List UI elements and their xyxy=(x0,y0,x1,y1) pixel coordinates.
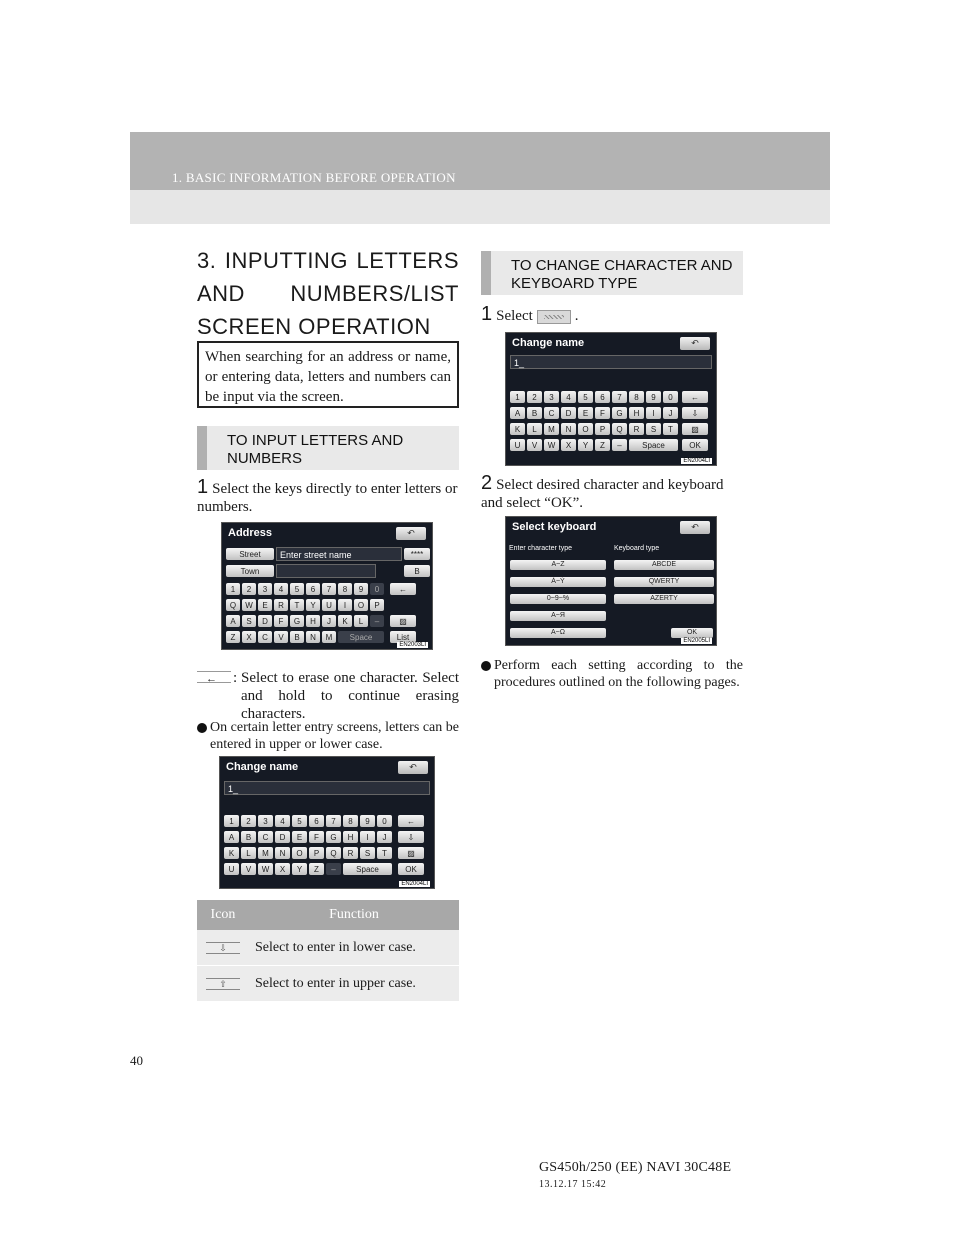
keyboard-type-label: Keyboard type xyxy=(614,545,660,552)
key-row-3 xyxy=(510,423,710,435)
step-text: Select desired character and keyboard and select “OK”. xyxy=(481,477,724,511)
header-function: Function xyxy=(329,907,379,922)
key[interactable]: K xyxy=(338,615,352,627)
key[interactable]: D xyxy=(275,831,290,843)
key[interactable]: T xyxy=(377,847,392,859)
key-disabled: – xyxy=(326,863,341,875)
key[interactable]: X xyxy=(275,863,290,875)
key[interactable]: O xyxy=(292,847,307,859)
town-char-key[interactable]: B xyxy=(404,565,430,577)
footer-model: GS450h/250 (EE) NAVI 30C48E xyxy=(539,1160,732,1175)
key[interactable]: B xyxy=(290,631,304,643)
key[interactable]: E xyxy=(258,599,272,611)
icon-function-table xyxy=(197,900,459,1002)
key[interactable]: S xyxy=(646,423,661,435)
table-row xyxy=(197,930,459,966)
backspace-icon: ← xyxy=(197,671,231,683)
space-key[interactable]: Space xyxy=(343,863,392,875)
key-row-1 xyxy=(510,391,710,403)
key-row-4 xyxy=(510,439,710,451)
down-arrow-icon: ⇩ xyxy=(691,408,699,418)
key[interactable]: H xyxy=(306,615,320,627)
key[interactable]: 4 xyxy=(561,391,576,403)
bullet-icon xyxy=(197,723,207,733)
key[interactable]: Y xyxy=(578,439,593,451)
key-row-1 xyxy=(226,583,418,595)
footer-date: 13.12.17 15:42 xyxy=(539,1179,607,1190)
table-header xyxy=(197,900,459,930)
char-type-button[interactable]: À~Ý xyxy=(510,577,606,587)
key[interactable]: J xyxy=(377,831,392,843)
key[interactable]: L xyxy=(354,615,368,627)
key[interactable]: 1 xyxy=(224,815,239,827)
intro-box: When searching for an address or name, or entering data, letters and numbers can be input via the screen. xyxy=(197,341,459,408)
backspace-key[interactable] xyxy=(390,583,416,595)
backspace-definition: ← : Select to erase one character. Select and hold to continue erasing characters. xyxy=(197,669,459,723)
key[interactable]: – xyxy=(612,439,627,451)
key[interactable]: Z xyxy=(595,439,610,451)
key[interactable]: K xyxy=(510,423,525,435)
space-key: Space xyxy=(338,631,384,643)
address-keyboard xyxy=(226,583,418,647)
header-icon: Icon xyxy=(210,907,236,922)
key[interactable]: 7 xyxy=(326,815,341,827)
key[interactable]: 3 xyxy=(544,391,559,403)
page-number: 40 xyxy=(130,1053,143,1068)
change-name-screen xyxy=(219,756,435,889)
key[interactable]: K xyxy=(224,847,239,859)
key[interactable]: S xyxy=(242,615,256,627)
key[interactable]: M xyxy=(258,847,273,859)
backspace-key[interactable] xyxy=(682,391,708,403)
key[interactable]: A xyxy=(510,407,525,419)
key[interactable]: M xyxy=(544,423,559,435)
keyboard-type-button[interactable]: ABCDE xyxy=(614,560,714,570)
key[interactable]: R xyxy=(629,423,644,435)
backspace-icon: ← xyxy=(407,816,415,826)
key[interactable]: L xyxy=(527,423,542,435)
key[interactable]: C xyxy=(258,631,272,643)
key[interactable]: Q xyxy=(226,599,240,611)
key[interactable]: 8 xyxy=(338,583,352,595)
key[interactable]: 7 xyxy=(322,583,336,595)
screen-title: Address xyxy=(228,527,273,539)
screen-title: Select keyboard xyxy=(512,521,597,533)
key[interactable]: B xyxy=(527,407,542,419)
backspace-description: Select to erase one character. Select and hold to continue erasing characters. xyxy=(241,670,459,722)
lower-case-key[interactable] xyxy=(682,407,708,419)
key-row-2 xyxy=(510,407,710,419)
key[interactable]: X xyxy=(242,631,256,643)
down-arrow-icon: ⇩ xyxy=(407,832,415,842)
key[interactable]: R xyxy=(274,599,288,611)
key[interactable]: C xyxy=(258,831,273,843)
key[interactable]: V xyxy=(527,439,542,451)
key[interactable]: H xyxy=(629,407,644,419)
key[interactable]: 0 xyxy=(377,815,392,827)
key[interactable]: T xyxy=(290,599,304,611)
screen-code: EN2005LI xyxy=(683,638,710,644)
key[interactable]: Y xyxy=(306,599,320,611)
key[interactable]: V xyxy=(274,631,288,643)
key[interactable]: A xyxy=(224,831,239,843)
key[interactable]: R xyxy=(343,847,358,859)
key[interactable]: 1 xyxy=(226,583,240,595)
char-type-button[interactable]: 0~9~% xyxy=(510,594,606,604)
key[interactable]: 9 xyxy=(354,583,368,595)
step-number: 1 xyxy=(481,303,493,325)
key[interactable]: J xyxy=(663,407,678,419)
keyboard-type-button[interactable]: QWERTY xyxy=(614,577,714,587)
town-button[interactable]: Town xyxy=(226,565,274,577)
name-input[interactable]: 1_ xyxy=(510,355,712,369)
key[interactable]: 5 xyxy=(292,815,307,827)
back-button[interactable] xyxy=(680,521,710,534)
key[interactable]: G xyxy=(326,831,341,843)
key[interactable]: W xyxy=(258,863,273,875)
keyboard-type-button[interactable]: AZERTY xyxy=(614,594,714,604)
key-row-2 xyxy=(226,599,418,611)
table-cell: Select to enter in upper case. xyxy=(255,975,416,991)
bullet-procedure xyxy=(481,657,743,691)
key[interactable]: D xyxy=(258,615,272,627)
key[interactable]: O xyxy=(578,423,593,435)
key[interactable]: G xyxy=(290,615,304,627)
key[interactable]: P xyxy=(595,423,610,435)
bullet-text: On certain letter entry screens, letters can be entered in upper or lower case. xyxy=(210,720,459,752)
key[interactable]: Z xyxy=(309,863,324,875)
key[interactable]: 0 xyxy=(663,391,678,403)
key[interactable]: 9 xyxy=(646,391,661,403)
back-button[interactable] xyxy=(680,337,710,350)
char-type-button[interactable]: A~Z xyxy=(510,560,606,570)
key[interactable]: T xyxy=(663,423,678,435)
key[interactable]: Y xyxy=(292,863,307,875)
back-button[interactable] xyxy=(398,761,428,774)
key[interactable]: 5 xyxy=(578,391,593,403)
bullet-icon xyxy=(481,661,491,671)
step-text: Select xyxy=(496,308,533,324)
key[interactable]: O xyxy=(354,599,368,611)
key-row-4 xyxy=(226,631,418,643)
backspace-key[interactable] xyxy=(398,815,424,827)
select-keyboard-screen xyxy=(505,516,717,646)
key-row-4 xyxy=(224,863,426,875)
key[interactable]: I xyxy=(338,599,352,611)
key-disabled: 0 xyxy=(370,583,384,595)
key[interactable]: 2 xyxy=(242,583,256,595)
key[interactable]: N xyxy=(275,847,290,859)
screen-code: EN2004LI xyxy=(401,881,428,887)
key-row-2 xyxy=(224,831,426,843)
space-key[interactable]: Space xyxy=(629,439,678,451)
key[interactable]: G xyxy=(612,407,627,419)
key[interactable]: E xyxy=(578,407,593,419)
key[interactable]: V xyxy=(241,863,256,875)
key[interactable]: S xyxy=(360,847,375,859)
key[interactable]: F xyxy=(595,407,610,419)
name-input[interactable]: 1_ xyxy=(224,781,430,795)
key[interactable]: 9 xyxy=(360,815,375,827)
lower-case-key[interactable] xyxy=(398,831,424,843)
key[interactable]: Q xyxy=(612,423,627,435)
key[interactable]: N xyxy=(306,631,320,643)
bullet-case xyxy=(197,719,459,753)
step-2-change xyxy=(481,474,743,512)
key[interactable]: W xyxy=(544,439,559,451)
street-button[interactable]: Street xyxy=(226,548,274,560)
street-mask-button[interactable]: **** xyxy=(404,548,430,560)
up-arrow-icon: ⇧ xyxy=(206,978,240,990)
key[interactable]: U xyxy=(224,863,239,875)
key[interactable]: 8 xyxy=(343,815,358,827)
ok-button[interactable]: OK xyxy=(682,439,708,451)
key[interactable]: D xyxy=(561,407,576,419)
key[interactable]: U xyxy=(510,439,525,451)
change-name-keyboard xyxy=(510,391,710,455)
key[interactable]: F xyxy=(274,615,288,627)
character-type-label: Enter character type xyxy=(509,545,573,552)
header-subband xyxy=(130,190,830,224)
key[interactable]: 2 xyxy=(527,391,542,403)
back-icon: ↶ xyxy=(409,762,417,772)
screen-title: Change name xyxy=(226,761,299,773)
char-type-button[interactable]: Α~Ω xyxy=(510,628,606,638)
step-text: Select the keys directly to enter letters or numbers. xyxy=(197,481,458,515)
section-header: 1. BASIC INFORMATION BEFORE OPERATION xyxy=(172,170,456,185)
key[interactable]: I xyxy=(646,407,661,419)
section-heading-change: TO CHANGE CHARACTER AND KEYBOARD TYPE xyxy=(481,251,743,295)
back-button[interactable] xyxy=(396,527,426,540)
table-cell: Select to enter in lower case. xyxy=(255,939,416,955)
key[interactable]: P xyxy=(309,847,324,859)
key[interactable]: 5 xyxy=(290,583,304,595)
key[interactable]: C xyxy=(544,407,559,419)
key[interactable]: 4 xyxy=(275,815,290,827)
key[interactable]: I xyxy=(360,831,375,843)
key[interactable]: J xyxy=(322,615,336,627)
key[interactable]: M xyxy=(322,631,336,643)
key[interactable]: U xyxy=(322,599,336,611)
key[interactable]: L xyxy=(241,847,256,859)
street-input[interactable]: Enter street name xyxy=(276,547,402,561)
screen-code: EN2003LI xyxy=(399,642,426,648)
key[interactable]: X xyxy=(561,439,576,451)
key[interactable]: 1 xyxy=(510,391,525,403)
keyboard-type-key[interactable] xyxy=(390,615,416,627)
step-number: 2 xyxy=(481,472,493,494)
char-type-button[interactable]: А~Я xyxy=(510,611,606,621)
key-row-1 xyxy=(224,815,426,827)
key[interactable]: 6 xyxy=(595,391,610,403)
key[interactable]: W xyxy=(242,599,256,611)
key[interactable]: 4 xyxy=(274,583,288,595)
keyboard-type-icon: ▨ xyxy=(407,848,415,858)
key[interactable]: F xyxy=(309,831,324,843)
ok-button[interactable]: OK xyxy=(671,628,713,638)
key[interactable]: Q xyxy=(326,847,341,859)
keyboard-type-icon: ▨ xyxy=(399,616,407,626)
key[interactable]: B xyxy=(241,831,256,843)
table-row xyxy=(197,966,459,1002)
screen-title: Change name xyxy=(512,337,585,349)
town-input[interactable] xyxy=(276,564,376,578)
backspace-icon: ← xyxy=(691,392,699,402)
ok-button[interactable]: OK xyxy=(398,863,424,875)
step-1-input xyxy=(197,478,459,516)
bullet-text: Perform each setting according to the procedures outlined on the following pages. xyxy=(494,658,743,690)
address-screen xyxy=(221,522,433,650)
key[interactable]: P xyxy=(370,599,384,611)
key[interactable]: Z xyxy=(226,631,240,643)
page-title: 3. INPUTTING LETTERS AND NUMBERS/LIST SCREEN OPERATION xyxy=(197,248,459,339)
key[interactable]: E xyxy=(292,831,307,843)
keyboard-type-key[interactable] xyxy=(682,423,708,435)
key[interactable]: 7 xyxy=(612,391,627,403)
key-row-3 xyxy=(224,847,426,859)
key[interactable]: 3 xyxy=(258,583,272,595)
key[interactable]: 2 xyxy=(241,815,256,827)
section-heading-input: TO INPUT LETTERS AND NUMBERS xyxy=(197,426,459,470)
key[interactable]: 8 xyxy=(629,391,644,403)
change-name-screen xyxy=(505,332,717,466)
key-row-3 xyxy=(226,615,418,627)
down-arrow-icon: ⇩ xyxy=(206,942,240,954)
back-icon: ↶ xyxy=(691,522,699,532)
key[interactable]: 6 xyxy=(306,583,320,595)
screen-code: EN2004LI xyxy=(683,458,710,464)
step-number: 1 xyxy=(197,476,209,498)
step-1-change: 1 Select . xyxy=(481,303,579,325)
key[interactable]: 6 xyxy=(309,815,324,827)
list-button[interactable]: List xyxy=(390,631,416,643)
back-icon: ↶ xyxy=(407,528,415,538)
key[interactable]: 3 xyxy=(258,815,273,827)
keyboard-type-icon: ▨ xyxy=(691,424,699,434)
key[interactable]: H xyxy=(343,831,358,843)
backspace-icon: ← xyxy=(399,584,407,594)
keyboard-type-icon xyxy=(537,310,571,324)
change-name-keyboard xyxy=(224,815,426,879)
key-disabled: – xyxy=(370,615,384,627)
back-icon: ↶ xyxy=(691,338,699,348)
keyboard-type-key[interactable] xyxy=(398,847,424,859)
key[interactable]: A xyxy=(226,615,240,627)
key[interactable]: N xyxy=(561,423,576,435)
